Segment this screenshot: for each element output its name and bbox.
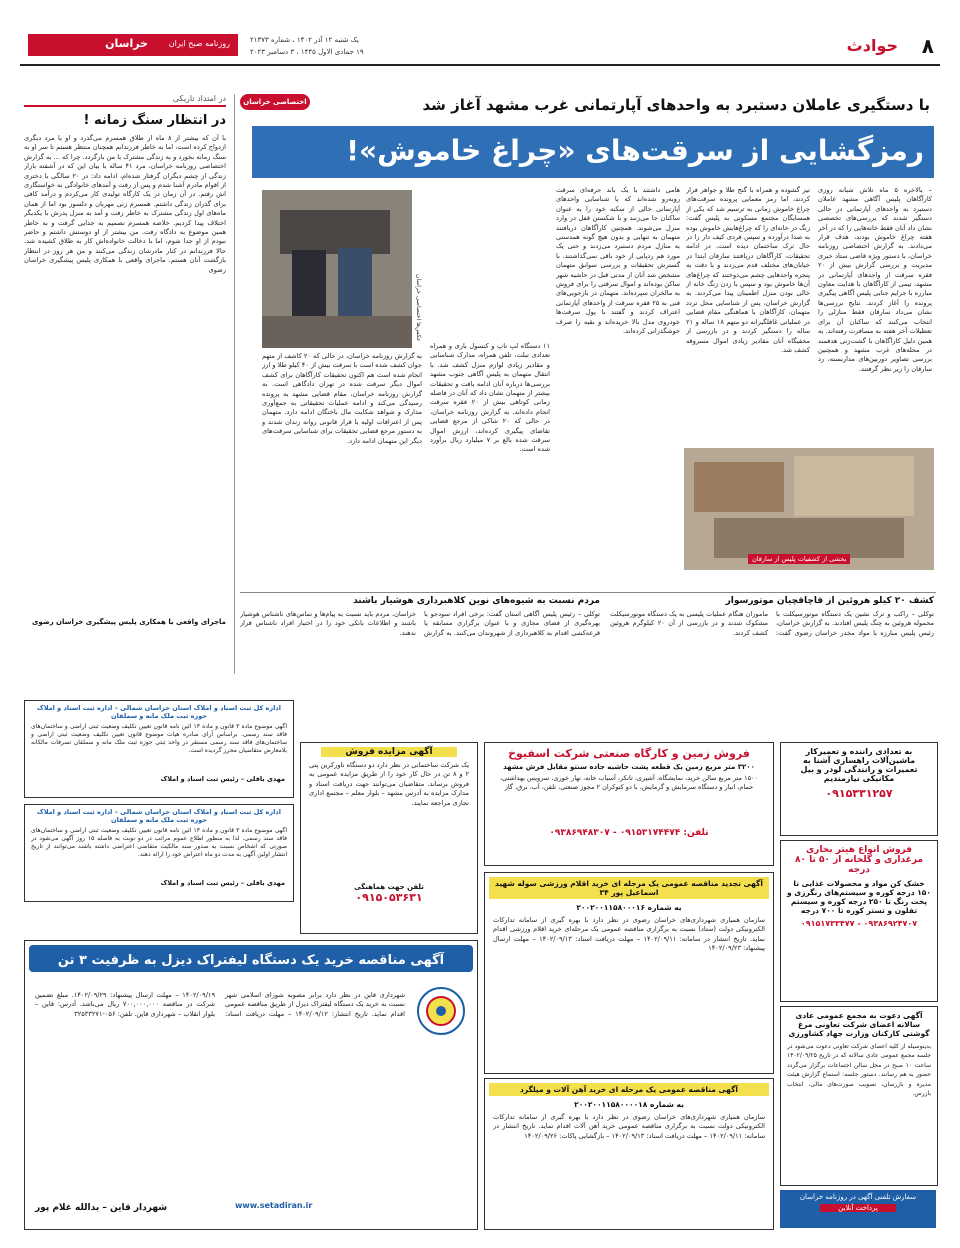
registry-notice-1 <box>24 700 294 798</box>
waiting-column <box>24 94 226 674</box>
headline-bar <box>252 126 934 178</box>
tender-2 <box>484 1078 774 1230</box>
story-col-4: ۱۱ دستگاه لپ تاپ و کنسول بازی و همراه تعدادی تبلت، تلفن همراه، مدارک شناسایی و مقادیر زیادی لوازم منزل کشف شد. با انتقال متهمان به پلیس آگاهی جنوب مشهد بررسی‌ها درباره آنان ادامه یافت و تحقیقات بیشتر از متهمان نشان داد که آنان در فاصله زمانی کوتاهی بیش از ۲۰ فقره سرقت انجام داده‌اند. به گزارش روزنامه خراسان، در حالی که ۲۰ شاکی از مرجع قضایی تقاضای پیگیری کرده‌اند، ارزش اموال سرقت شده بالغ بر ۷ میلیارد ریال برآورد شده است. <box>430 342 550 454</box>
column-body: با آن که بیشتر از ۸ ماه از طلاق همسرم می‌گذرد و او با مرد دیگری ازدواج کرده است، اما به خاطر فرزندانم همچنان منتظر هستم تا سر او به سنگ زمانه بخورد و به زندگی مشترک با من بازگردد. چرا که ... به گزارش اختصاصی روزنامه خراسان، مرد ۴۱ ساله با بیان این که در آشفته بازار زندگی از چشم دیگران گرفتار شده‌ام، ادامه داد: در ۲۰ سالگی با دختری از اقوام مادرم آشنا شدم و پس از رفت و آمدهای خانوادگی به خواستگاری اش رفتم. در آن زمان در یک کارگاه تولیدی کار می‌کردم و درآمد کافی برای گذران زندگی داشتم. همسرم زنی مهربان و دلسوز بود اما از همان ماه‌های اول زندگی مشترک به خاطر رفت و آمد به منزل پدرش با یکدیگر اختلاف پیدا کردیم. خلاصه همسرم تصمیم به جدایی گرفت و به خاطر همین موضوع به دادگاه رفت. من بیشتر از او دوستش داشتم و حاضر نبودم از او جدا شوم، اما با دخالت خانواده‌اش کار به طلاق کشیده شد. حالا فرزندانم در کنار مادرشان زندگی می‌کنند و من هر روز در انتظار بازگشت آنان هستم. ماجرای واقعی با همکاری پلیس پیشگیری خراسان رضوی <box>24 134 226 274</box>
registry-notice-2-body: آگهی موضوع ماده ۳ قانون و ماده ۱۳ آئین نامه قانون تعیین تکلیف وضعیت ثبتی اراضی و ساختمان‌های فاقد سند رسمی. لذا به منظور اطلاع عموم مراتب در دو نوبت به فاصله ۱۵ روز آگهی می‌شود در صورتی که اشخاص نسبت به صدور سند مالکیت متقاضی اعتراضی داشته باشند می‌توانند از تاریخ انتشار اولین آگهی به مدت دو ماه اعتراض خود را ارائه دهند. <box>31 827 287 858</box>
supertitle: با دستگیری عاملان دستبرد به واحدهای آپارتمانی غرب مشهد آغاز شد <box>422 96 930 114</box>
land-sale-phone: تلفن: ۰۹۱۵۳۱۷۴۴۷۴ - ۰۹۳۸۶۹۴۸۳۰۷ <box>549 828 709 838</box>
photo-caption: بخشی از کشفیات پلیس از سارقان <box>748 554 850 564</box>
assembly-ad <box>780 1006 938 1186</box>
forklift-sign: شهردار قاین – بدالله غلام پور <box>35 1203 168 1213</box>
page-header <box>20 30 940 68</box>
tender-2-title: آگهی مناقصه عمومی یک مرحله ای خرید آهن آلات و میلگرد <box>489 1083 769 1096</box>
story-col-5: به گزارش روزنامه خراسان، در حالی که ۲۰ کاشف از متهم جوان کشف شده است با سرقت بیش از ۴۰ کیلو طلا و ارز انجام شده است هم اکنون تحقیقات کارآگاهان برای کشف اموال دیگر سرقت شده در تهران دادگاهی است. به گزارش روزنامه خراسان، مقام قضایی مشهد به پرونده رسیدگی می‌کند و ادامه عملیات تحقیقاتی به جمع‌آوری مدارک و شواهد شکایت مال باختگان ادامه دارد. متهمان پس از اعترافات اولیه با قرار قانونی روانه زندان شدند و به دستور مرجع قضایی تحقیقات برای شناسایی سرقت‌های دیگر این متهمان ادامه دارد. <box>262 352 422 445</box>
exclusive-badge: اختصاصی خراسان <box>240 94 310 110</box>
column-title: در انتظار سنگ زمانه ! <box>83 113 226 128</box>
tender-2-body: سازمان همیاری شهرداری‌های خراسان رضوی در نظر دارد با بهره گیری از سامانه تدارکات الکترونیکی دولت نسبت به برگزاری مناقصه عمومی خرید آهن آلات اقدام نماید. تاریخ انتشار در سامانه: ۱۴۰۲/۰۹/۱۱ – مهلت دریافت اسناد: ۱۴۰۲/۰۹/۱۳ – بازگشایی پاکات: ۱۴۰۲/۰۹/۲۶ <box>493 1113 765 1140</box>
heroin-title: کشف ۲۰ کیلو هروئین از قاچاقچیان موتورسوار <box>725 596 934 606</box>
brand-logo: خراسان <box>105 37 148 50</box>
story-col-3: هامی داشتند با یک باند حرفه‌ای سرقت روبه‌رو شده‌اند که با شناسایی واحدهای آپارتمانی خالی از سکنه خود را به عنوان ساکنان جا می‌زنند و با شکستن قفل در وارد منزل می‌شوند. همچنین کارآگاهان دریافتند متهمان به تنهایی و بدون هیچ گونه همدستی به منازل مردم دستبرد می‌زدند و حتی یک مورد هم ردپایی از خود باقی نمی‌گذاشتند. با گسترش تحقیقات و بررسی سوابق متهمان مشخص شد آنان از مدتی قبل در حاشیه شهر ساکن بوده‌اند و اموال سرقتی را برای فروش به مالخران سپرده‌اند. متهمان در بازجویی‌های فنی به ۲۵ فقره سرقت از واحدهای آپارتمانی اعتراف کردند و گفتند با پول سرقت‌ها خودروی مدل بالا خریده‌اند و بقیه را صرف خوشگذرانی کرده‌اند. <box>556 186 680 336</box>
section-title: حوادث <box>846 36 898 55</box>
auction-title: آگهی مزایده فروش <box>321 747 457 757</box>
heater-ad-phone: ۰۹۳۸۶۹۲۴۷۰۷ - ۰۹۱۵۱۷۳۳۴۷۷ <box>800 919 918 928</box>
land-sale-subtitle: ۳۲۰۰ متر مربع زمین یک قطعه پشت حاشیه جاده سنتو مقابل فرش مشهد <box>503 763 755 771</box>
fraud-title: مردم نسبت به شیوه‌های نوین کلاهبرداری هوشیار باشند <box>353 596 600 606</box>
header-rule <box>20 64 940 66</box>
page-number: ۸ <box>921 34 934 58</box>
subscribe-banner <box>780 1190 936 1228</box>
tender-2-code: به شماره ۲۰۰۲۰۰۱۱۵۸۰۰۰۰۱۸ <box>574 1100 684 1109</box>
column-divider <box>234 94 235 674</box>
forklift-title: آگهی مناقصه خرید یک دستگاه لیفتراک دیزل به ظرفیت ۳ تن <box>57 953 445 968</box>
date-line-2: ۱۹ جمادی الاول ۱۴۴۵ ، ۳ دسامبر ۲۰۲۳ <box>250 48 364 56</box>
forklift-site[interactable]: www.setadiran.ir <box>235 1201 313 1210</box>
story-col-1: – بالاخره ۵ ماه تلاش شبانه روزی کارآگاهان پلیس آگاهی مشهد عاملان دستبرد به واحدهای آپارتمانی در حالی دستگیر شدند که بررسی‌های تخصصی نشان داد آنان فقط خانه‌هایی را که در آخر هفته چراغ خاموش بودند، هدف قرار می‌دادند. به گزارش اختصاصی روزنامه خراسان، با دستور ویژه قاضی ستاد خبری مدیریت و بررسی گزارش بیش از ۲۰ فقره سرقت از واحدهای آپارتمانی در مشهد، تیمی از کارآگاهان با هدایت معاون مبارزه با جرایم جنایی پلیس آگاهی پیگیری پرونده را آغاز کردند. نتایج بررسی‌ها نشان می‌داد سارقان فقط منازلی را انتخاب می‌کنند که ساکنان آن برای تعطیلات آخر هفته به مسافرت رفته‌اند. به همین دلیل کارآگاهان با گشت‌زنی هدفمند در محله‌های غرب مشهد و همچنین بررسی تصاویر دوربین‌های مداربسته، رد سارقان را زیر نظر گرفتند. <box>818 186 932 373</box>
municipality-logo-icon <box>417 987 465 1035</box>
subscribe-title: سفارش تلفنی آگهی در روزنامه خراسان <box>799 1193 917 1201</box>
auction-ad <box>300 742 478 934</box>
subscribe-button[interactable]: پرداخت آنلاین <box>820 1204 896 1212</box>
forklift-body: شهرداری قاین در نظر دارد برابر مصوبه شورای اسلامی شهر نسبت به خرید یک دستگاه لیفتراک دیزل از طریق مناقصه عمومی اقدام نماید. تاریخ انتشار: ۱۴۰۲/۰۹/۱۲ – مهلت دریافت اسناد: ۱۴۰۲/۰۹/۱۹ – مهلت ارسال پیشنهاد: ۱۴۰۲/۰۹/۲۹. مبلغ تضمین شرکت در مناقصه ۷۰۰,۰۰۰,۰۰۰ ریال می‌باشد. آدرس: قاین – بلوار انقلاب – شهرداری قاین. تلفن: ۰۵۶-۳۲۵۳۳۲۷۱ <box>35 991 405 1018</box>
forklift-title-bar <box>29 945 473 972</box>
registry-notice-1-body: آگهی موضوع ماده ۳ قانون و ماده ۱۳ آئین نامه قانون تعیین تکلیف وضعیت ثبتی اراضی و ساختمان‌های فاقد سند رسمی. براساس آرای صادره هیات موضوع قانون تعیین تکلیف وضعیت ثبتی اراضی و ساختمان‌های فاقد سند رسمی مستقر در واحد ثبتی حوزه ثبت ملک مانه و سملقان تصرفات مالکانه بلامعارض متقاضیان محرز گردیده است. <box>31 723 287 754</box>
forklift-tender <box>24 940 478 1230</box>
land-sale-body: ۱۵۰۰ متر مربع سالن خرید، نمایشگاه، آشپزی، تانکر، آسیاب خانه، نهار خوری، سرویس بهداشتی، حمام، انبار و دستگاه سرمایش و گرمایش، با دو کتوکران ۲ مجوز صنعتی، تلفن، آب، برق، گاز <box>499 774 759 792</box>
registry-notice-2 <box>24 804 294 902</box>
registry-notice-1-title: اداره کل ثبت اسناد و املاک استان خراسان شمالی – اداره ثبت اسناد و املاک حوزه ثبت ملک مانه و سملقان <box>37 704 281 720</box>
date-line-1: یک شنبه ۱۲ آذر ۱۴۰۲ ، شماره ۲۱۳۷۳ <box>250 36 359 44</box>
assembly-ad-title: آگهی دعوت به مجمع عمومی عادی سالانه اعضای شرکت تعاونی مرغ گوشتی کارکنان وزارت جهاد کشاورزی <box>788 1011 930 1038</box>
suspects-photo <box>262 190 412 348</box>
registry-notice-2-title: اداره کل ثبت اسناد و املاک استان خراسان شمالی – اداره ثبت اسناد و املاک حوزه ثبت ملک مانه و سملقان <box>37 808 281 824</box>
seized-items-photo <box>684 448 934 570</box>
tender-1-code: به شماره ۲۰۰۲۰۰۱۱۵۸۰۰۰۱۶ <box>576 903 682 912</box>
auction-phone-label: تلفن جهت هماهنگی <box>354 883 424 891</box>
heater-ad-title: فروش انواع هیتر بخاری مرغداری و گلخانه از ۵۰ تا ۸۰ درجه <box>794 845 924 875</box>
heater-ad <box>780 840 938 1002</box>
land-sale-ad <box>484 742 774 866</box>
drivers-ad-title: به تعدادی راننده و تعمیرکار ماشین‌آلات راهسازی آشنا به تعمیرات و رانندگی لودر و بیل مکانیکی نیازمندیم <box>800 747 918 783</box>
tender-1 <box>484 872 774 1074</box>
tender-1-body: سازمان همیاری شهرداری‌های خراسان رضوی در نظر دارد با بهره گیری از سامانه تدارکات الکترونیکی دولت (ستاد) نسبت به برگزاری مناقصه عمومی یک مرحله‌ای خرید اقلام ورزشی اقدام نماید. تاریخ انتشار در سامانه: ۱۴۰۲/۰۹/۱۱ – مهلت دریافت اسناد: ۱۴۰۲/۰۹/۱۳ – مهلت ارسال پیشنهاد: ۱۴۰۲/۰۹/۲۳ <box>493 916 765 953</box>
headline: رمزگشایی از سرقت‌های «چراغ خاموش»! <box>346 134 924 167</box>
brand-banner <box>28 34 238 56</box>
brand-sub: روزنامه صبح ایران <box>168 39 230 48</box>
row2-rule <box>240 592 936 593</box>
land-sale-title: فروش زمین و کارگاه صنعتی شرکت اسفیوخ <box>508 747 750 760</box>
assembly-ad-body: بدینوسیله از کلیه اعضای شرکت تعاونی دعوت می‌شود در جلسه مجمع عمومی عادی سالانه که در تاریخ ۱۴۰۲/۰۹/۲۵ ساعت ۱۰ صبح در محل سالن اجتماعات برگزار می‌گردد حضور به هم رسانند. دستور جلسه: استماع گزارش هیئت مدیره و بازرسان، تصویب صورت‌های مالی، انتخاب بازرس. <box>787 1043 931 1098</box>
fraud-body: توکلی – رئیس پلیس آگاهی استان گفت: برخی افراد سودجو با بهره‌گیری از فضای مجازی و با عنوان برگزاری مسابقه یا قرعه‌کشی اقدام به کلاهبرداری از شهروندان می‌کنند. به گزارش خراسان، مردم باید نسبت به پیام‌ها و تماس‌های ناشناس هوشیار باشند و اطلاعات بانکی خود را در اختیار افراد ناشناس قرار ندهند. <box>240 610 600 637</box>
photo-credit: عکس‌ها اختصاصی خراسان <box>415 274 422 342</box>
registry-notice-2-sign: مهدی باقلی – رئیس ثبت اسناد و املاک <box>160 879 285 887</box>
kicker: در امتداد تاریکی <box>24 94 226 107</box>
auction-phone: ۰۹۱۵۰۵۳۶۳۱ <box>355 891 423 904</box>
registry-notice-1-sign: مهدی باقلی – رئیس ثبت اسناد و املاک <box>160 775 285 783</box>
auction-body: یک شرکت ساختمانی در نظر دارد دو دستگاه تاورکرین پتی ۲ و ۸ تن در حال کار خود را از طریق مزایده عمومی به فروش برساند. متقاضیان می‌توانند جهت دریافت اسناد و مدارک مزایده به آدرس مشهد – بلوار معلم – مجتمع اداری تجاری مراجعه نمایند. <box>309 761 469 807</box>
tender-1-title: آگهی تجدید مناقصه عمومی یک مرحله ای خرید اقلام ورزشی سوله شهید اسماعیل پور ۳۴ <box>489 877 769 899</box>
heroin-body: توکلی – راکب و ترک نشین یک دستگاه موتورسیکلت با محموله هروئین به چنگ پلیس افتادند. به گزارش خراسان، رئیس پلیس مبارزه با مواد مخدر خراسان رضوی گفت: ماموران هنگام عملیات پلیسی به یک دستگاه موتورسیکلت مشکوک شدند و در بازرسی از آن ۲۰ کیلوگرم هروئین کشف کردند. <box>610 610 934 637</box>
column-footer: ماجرای واقعی با همکاری پلیس پیشگیری خراسان رضوی <box>32 618 226 626</box>
drivers-ad-phone: ۰۹۱۵۳۳۱۲۵۷ <box>825 787 893 800</box>
story-col-2: تیز گشوده و همراه با گنج طلا و جواهر فرار کردند، اما رمز معمایی پرونده سرقت‌های چراغ خاموش زمانی به ترسیم شد که یکی از همسایگان مجتمع مسکونی به پلیس گفت: زنگ در خانه‌ای را که چراغ‌هایش خاموش بوده به صدا درآورده و سپس فردی کیف دار را در حال ترک ساختمان دیده است. در ادامه تحقیقات، کارآگاهان دریافتند سارقان ابتدا در خیابان‌های مختلف قدم می‌زدند و با دقت به پنجره واحدهایی چشم می‌دوختند که چراغ‌های آن‌ها خاموش بود و سپس با زدن زنگ خانه از خالی بودن منزل اطمینان پیدا می‌کردند. به گزارش خراسان، پس از شناسایی محل تردد متهمان، کارآگاهان با هماهنگی مقام قضایی در عملیاتی غافلگیرانه دو متهم ۱۸ ساله و ۲۱ ساله را دستگیر کردند و در بازرسی از مخفیگاه آنان مقادیر زیادی اموال مسروقه کشف شد. <box>686 186 810 354</box>
heater-ad-body: خشک کن مواد و محصولات غذایی تا ۱۵۰ درجه کوره و سیستم‌های رنگرزی و پخت رنگ تا ۲۵۰ درجه کوره و سیستم تفلون و تستر کوره تا ۷۰۰ درجه <box>787 879 931 915</box>
drivers-ad <box>780 742 938 836</box>
